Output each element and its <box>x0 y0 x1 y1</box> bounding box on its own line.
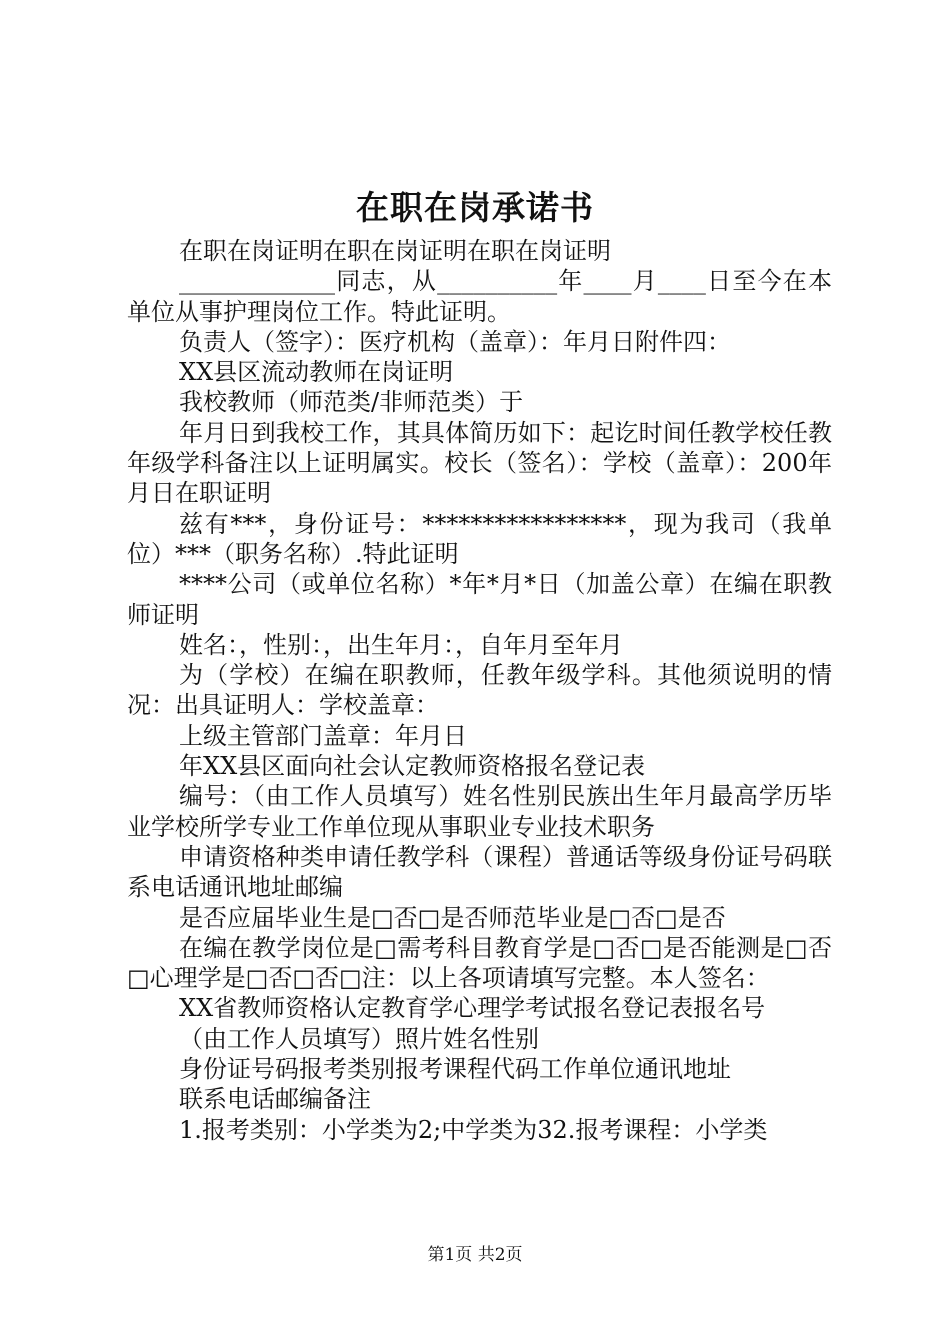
paragraph: 年月日到我校工作，其具体简历如下：起讫时间任教学校任教年级学科备注以上证明属实。校长（签名）：学校（盖章）：200年月日在职证明 <box>127 418 832 508</box>
paragraph: 兹有***，身份证号：*****************，现为我司（我单位）***（职务名称）.特此证明 <box>127 509 832 568</box>
paragraph: 为（学校）在编在职教师，任教年级学科。其他须说明的情况：出具证明人：学校盖章： <box>127 661 832 720</box>
paragraph: 在职在岗证明在职在岗证明在职在岗证明 <box>179 237 611 265</box>
paragraph: 编号：（由工作人员填写）姓名性别民族出生年月最高学历毕业学校所学专业工作单位现从事职业专业技术职务 <box>127 782 832 841</box>
paragraph: 在编在教学岗位是□需考科目教育学是□否□是否能测是□否□心理学是□否□否□注：以上各项请填写完整。本人签名： <box>127 933 832 993</box>
paragraph: 联系电话邮编备注 <box>179 1085 371 1114</box>
paragraph: 身份证号码报考类别报考课程代码工作单位通讯地址 <box>179 1055 731 1084</box>
paragraph: ****公司（或单位名称）*年*月*日（加盖公章）在编在职教师证明 <box>127 570 832 629</box>
paragraph: 是否应届毕业生是□否□是否师范毕业是□否□是否 <box>179 903 726 932</box>
document-title: 在职在岗承诺书 <box>356 188 594 227</box>
paragraph: 我校教师（师范类/非师范类）于 <box>179 388 524 417</box>
paragraph: _____________同志，从__________年____月____日至今在本单位从事护理岗位工作。特此证明。 <box>127 267 832 326</box>
paragraph: 姓名：，性别：，出生年月：，自年月至年月 <box>179 630 623 659</box>
paragraph: 申请资格种类申请任教学科（课程）普通话等级身份证号码联系电话通讯地址邮编 <box>127 842 832 902</box>
document-body <box>127 236 832 1145</box>
paragraph: 上级主管部门盖章：年月日 <box>179 721 467 750</box>
paragraph: （由工作人员填写）照片姓名性别 <box>179 1024 539 1053</box>
paragraph: 负责人（签字）：医疗机构（盖章）：年月日附件四： <box>179 327 731 356</box>
paragraph: 年XX县区面向社会认定教师资格报名登记表 <box>179 752 646 781</box>
paragraph: 1.报考类别：小学类为2;中学类为32.报考课程：小学类 <box>179 1115 768 1144</box>
paragraph: XX县区流动教师在岗证明 <box>179 358 454 387</box>
page-number-footer: 第1页 共2页 <box>427 1245 523 1265</box>
paragraph: XX省教师资格认定教育学心理学考试报名登记表报名号 <box>179 994 766 1023</box>
